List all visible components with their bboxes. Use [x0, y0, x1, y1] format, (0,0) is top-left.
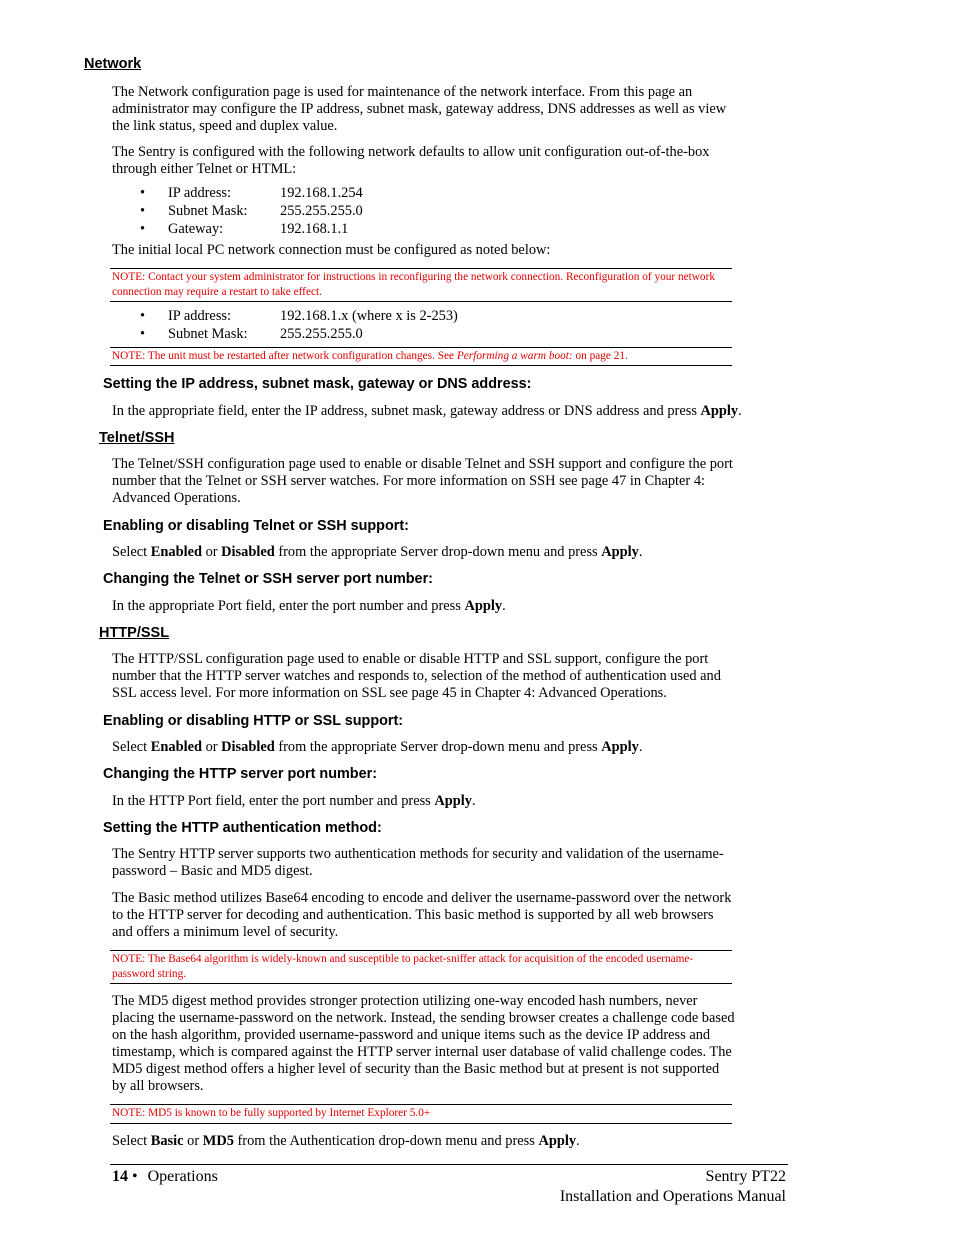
warm-boot-reference-link[interactable]: Performing a warm boot:	[456, 350, 573, 362]
footer-left	[112, 1167, 218, 1187]
bullet-icon: •	[140, 308, 146, 324]
section-heading-http-ssl: HTTP/SSL	[99, 625, 170, 641]
telnet-intro-paragraph: The Telnet/SSH configuration page used to enable or disable Telnet and SSH support and configure the port number that the Telnet or SSH server watches. For more information on SSH see page 47 in Chapter 4: Advanced Operations.	[112, 456, 733, 506]
telnet-port-instruction: In the appropriate Port field, enter the port number and press Apply.	[112, 598, 506, 614]
footer-product: Sentry PT22	[705, 1168, 786, 1185]
subheading-enable-telnet: Enabling or disabling Telnet or SSH support:	[103, 518, 409, 534]
http-basic-paragraph: The Basic method utilizes Base64 encoding to encode and deliver the username-password over the network to the HTTP server for decoding and authentication. This basic method is supported by all web browsers and offers a minimum level of security.	[112, 890, 732, 940]
section-heading-network: Network	[84, 56, 142, 72]
subheading-http-port: Changing the HTTP server port number:	[103, 766, 377, 782]
note-divider	[110, 347, 732, 348]
bullet-icon: •	[140, 185, 146, 201]
note-divider	[110, 365, 732, 366]
note-restart-connection: NOTE: Contact your system administrator for instructions in reconfiguring the network connection. Reconfiguration of your network connection may require a restart to take effect.	[112, 271, 715, 298]
note-divider	[110, 950, 732, 951]
http-enable-instruction: Select Enabled or Disabled from the appropriate Server drop-down menu and press Apply.	[112, 739, 643, 755]
note-divider	[110, 983, 732, 984]
note-divider	[110, 301, 732, 302]
subheading-http-auth: Setting the HTTP authentication method:	[103, 820, 382, 836]
subheading-telnet-port: Changing the Telnet or SSH server port number:	[103, 571, 433, 587]
footer-manual: Installation and Operations Manual	[559, 1188, 786, 1205]
http-port-instruction: In the HTTP Port field, enter the port number and press Apply.	[112, 793, 476, 809]
note-divider	[110, 268, 732, 269]
note-divider	[110, 1104, 732, 1105]
footer-rule	[110, 1164, 788, 1165]
http-auth-paragraph: The Sentry HTTP server supports two authentication methods for security and validation of the username-password – Basic and MD5 digest.	[112, 846, 724, 879]
footer-bullet: •	[132, 1168, 138, 1185]
page-number: 14	[112, 1168, 128, 1185]
footer-section: Operations	[147, 1168, 218, 1185]
subheading-enable-http: Enabling or disabling HTTP or SSL support:	[103, 713, 404, 729]
ip-instruction: In the appropriate field, enter the IP address, subnet mask, gateway address or DNS address and press Apply.	[112, 403, 742, 419]
bullet-icon: •	[140, 221, 146, 237]
network-pc-paragraph: The initial local PC network connection must be configured as noted below:	[112, 242, 551, 258]
note-warm-boot: NOTE: The unit must be restarted after network configuration changes. See Performing a warm boot: on page 21.	[112, 350, 628, 362]
http-intro-paragraph: The HTTP/SSL configuration page used to enable or disable HTTP and SSL support, configure the port number that the HTTP server watches and responds to, selection of the method of authentication used and SSL access level. For more information on SSL see page 45 in Chapter 4: Advanced Operations.	[112, 651, 721, 701]
note-base64: NOTE: The Base64 algorithm is widely-known and susceptible to packet-sniffer attack for acquisition of the encoded username-password string.	[112, 953, 694, 980]
footer-right	[560, 1167, 786, 1207]
network-intro-paragraph: The Network configuration page is used for maintenance of the network interface. From this page an administrator may configure the IP address, subnet mask, gateway address, DNS addresses as well as view the link status, speed and duplex value.	[112, 84, 727, 134]
note-divider	[110, 1123, 732, 1124]
network-defaults-paragraph: The Sentry is configured with the following network defaults to allow unit configuration out-of-the-box through either Telnet or HTML:	[112, 144, 710, 177]
section-heading-telnet-ssh: Telnet/SSH	[99, 430, 175, 446]
bullet-icon: •	[140, 326, 146, 342]
note-md5-support: NOTE: MD5 is known to be fully supported by Internet Explorer 5.0+	[112, 1107, 431, 1119]
telnet-enable-instruction: Select Enabled or Disabled from the appropriate Server drop-down menu and press Apply.	[112, 544, 643, 560]
bullet-icon: •	[140, 203, 146, 219]
http-md5-paragraph: The MD5 digest method provides stronger protection utilizing one-way encoded hash numbers, never placing the username-password on the network. Instead, the sending browser creates a challenge code based on the hash algorithm, provided username-password and unique items such as the device IP address and timestamp, which is compared against the HTTP server internal user database of valid challenge codes. The MD5 digest method offers a higher level of security than the Basic method but at present is not supported by all browsers.	[112, 993, 735, 1094]
auth-method-instruction: Select Basic or MD5 from the Authentication drop-down menu and press Apply.	[112, 1133, 580, 1149]
subheading-ip-address: Setting the IP address, subnet mask, gateway or DNS address:	[103, 376, 532, 392]
